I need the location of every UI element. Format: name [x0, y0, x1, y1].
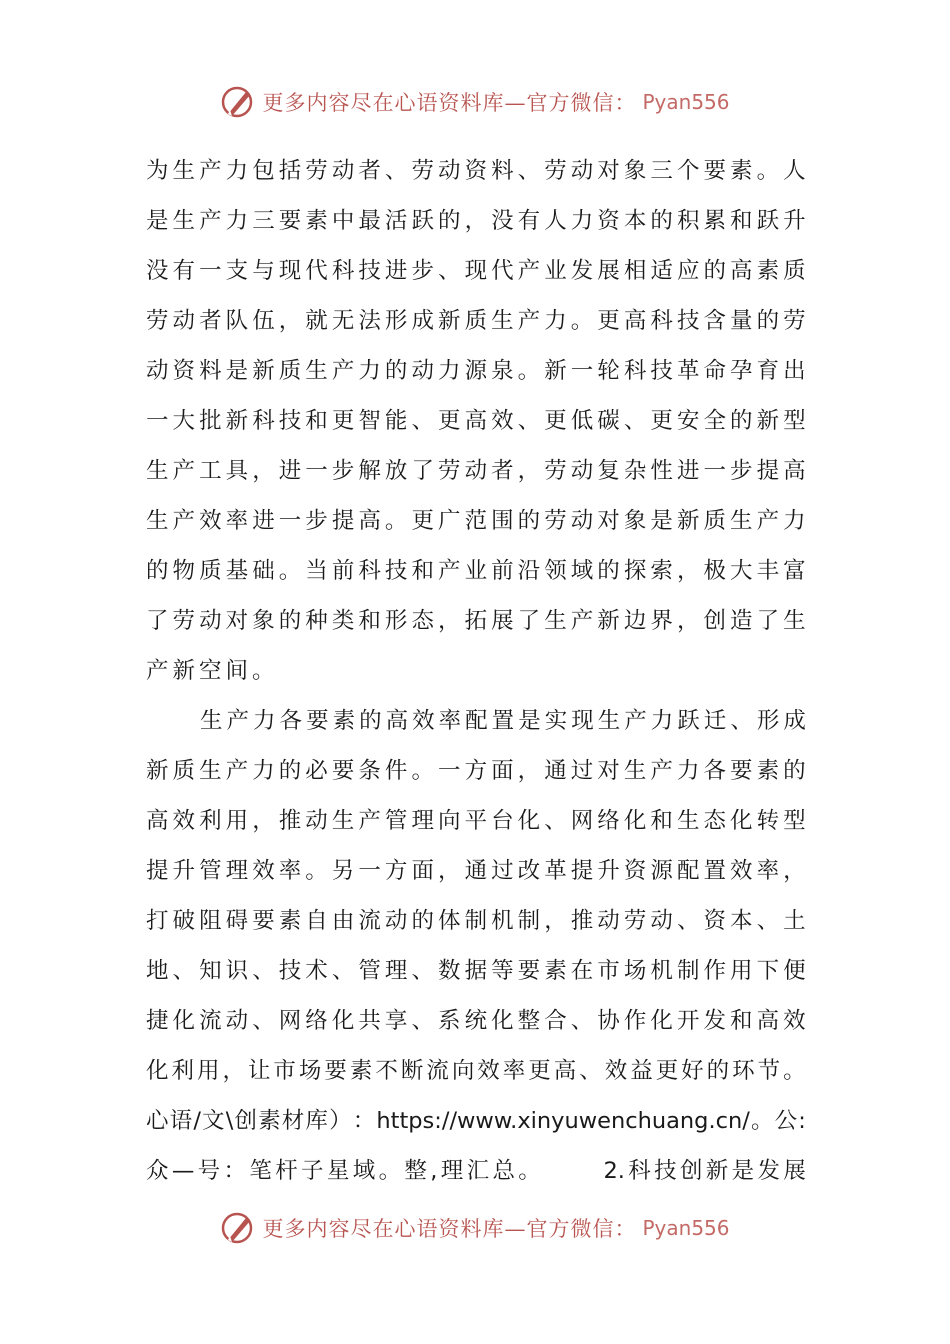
text-line: 劳 动 者 队 伍 ， 就 无 法 形 成 新 质 生 产 力 。 更 高 科 技 含 量 的 劳	[146, 308, 806, 334]
text-line: 地 、 知 识 、 技 术 、 管 理 、 数 据 等 要 素 在 市 场 机 制 作 用 下 便	[146, 958, 806, 984]
text-line: 提 升 管 理 效 率 。 另 一 方 面 ， 通 过 改 革 提 升 资 源 配 置 效 率 ，	[146, 858, 806, 884]
text-line: 一 大 批 新 科 技 和 更 智 能 、 更 高 效 、 更 低 碳 、 更 安 全 的 新 型	[146, 408, 806, 434]
text-line: 没 有 一 支 与 现 代 科 技 进 步 、 现 代 产 业 发 展 相 适 应 的 高 素 质	[146, 258, 806, 284]
text-line: 生 产 效 率 进 一 步 提 高 。 更 广 范 围 的 劳 动 对 象 是 新 质 生 产 力	[146, 508, 806, 534]
text-line: 动 资 料 是 新 质 生 产 力 的 动 力 源 泉 。 新 一 轮 科 技 革 命 孕 育 出	[146, 358, 806, 384]
text-line: 新 质 生 产 力 的 必 要 条 件 。 一 方 面 ， 通 过 对 生 产 力 各 要 素 的	[146, 758, 806, 784]
text-line: 捷 化 流 动 、 网 络 化 共 享 、 系 统 化 整 合 、 协 作 化 开 发 和 高 效	[146, 1008, 806, 1034]
text-line: 为 生 产 力 包 括 劳 动 者 、 劳 动 资 料 、 劳 动 对 象 三 个 要 素 。 人	[146, 158, 806, 184]
header-banner	[0, 80, 950, 124]
text-line: 打 破 阻 碍 要 素 自 由 流 动 的 体 制 机 制 ， 推 动 劳 动 、 资 本 、 土	[146, 908, 806, 934]
pen-logo-icon	[220, 84, 256, 120]
text-line: 众 — 号 ： 笔 杆 子 星 域 。 整 , 理 汇 总 。 2. 科 技 创 新 是 发 展	[146, 1158, 806, 1184]
header-wechat-id: Pyan556	[642, 90, 730, 114]
text-line: 是 生 产 力 三 要 素 中 最 活 跃 的 ， 没 有 人 力 资 本 的 积 累 和 跃 升	[146, 208, 806, 234]
header-title: 更多内容尽在心语资料库—官方微信：	[262, 91, 637, 115]
text-line: 的 物 质 基 础 。 当 前 科 技 和 产 业 前 沿 领 域 的 探 索 ， 极 大 丰 富	[146, 558, 806, 584]
footer-banner	[0, 1206, 950, 1250]
text-line: 心 语 / 文 \ 创 素 材 库 ） ： https://www.xinyuwenchuang.cn/ 。 公 :	[146, 1108, 806, 1134]
pen-logo-icon	[220, 1210, 256, 1246]
text-line: 产新空间。	[146, 658, 279, 684]
text-line: 化 利 用 ， 让 市 场 要 素 不 断 流 向 效 率 更 高 、 效 益 更 好 的 环 节 。	[146, 1058, 806, 1084]
footer-wechat-id: Pyan556	[642, 1216, 730, 1240]
text-line: 生 产 工 具 ， 进 一 步 解 放 了 劳 动 者 ， 劳 动 复 杂 性 进 一 步 提 高	[146, 458, 806, 484]
text-line: 高 效 利 用 ， 推 动 生 产 管 理 向 平 台 化 、 网 络 化 和 生 态 化 转 型	[146, 808, 806, 834]
document-body	[146, 146, 806, 1196]
text-line: 生 产 力 各 要 素 的 高 效 率 配 置 是 实 现 生 产 力 跃 迁 、 形 成	[200, 708, 806, 734]
text-line: 了 劳 动 对 象 的 种 类 和 形 态 ， 拓 展 了 生 产 新 边 界 ， 创 造 了 生	[146, 608, 806, 634]
footer-title: 更多内容尽在心语资料库—官方微信：	[262, 1217, 637, 1241]
